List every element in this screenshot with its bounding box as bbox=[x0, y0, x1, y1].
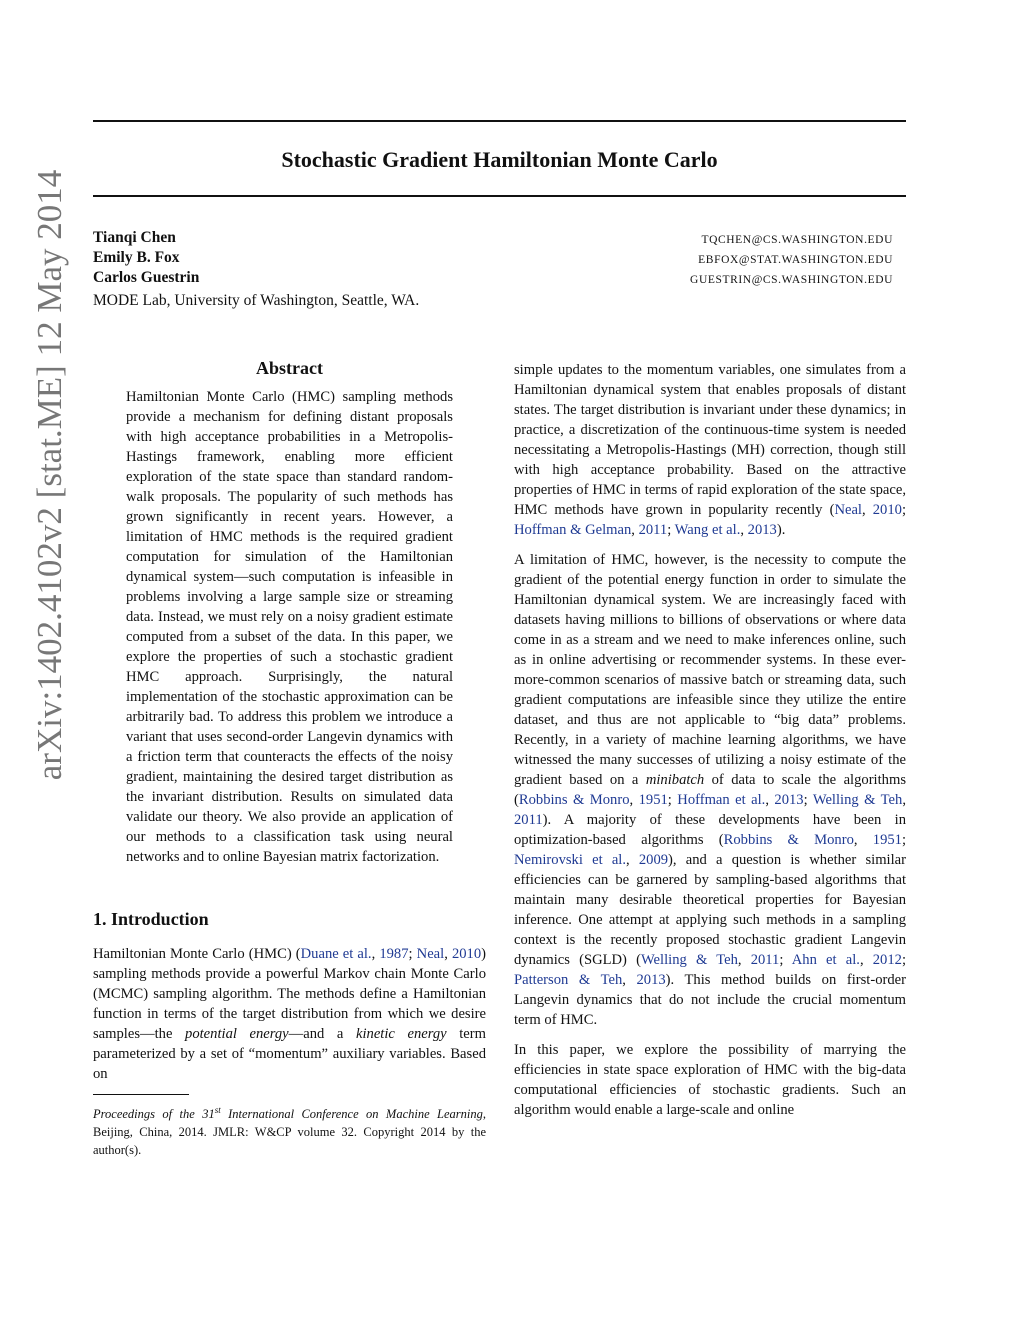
right-column bbox=[514, 360, 906, 1130]
citation-link[interactable]: 2011 bbox=[750, 952, 780, 968]
citation-link[interactable]: 2013 bbox=[747, 522, 777, 538]
citation-link[interactable]: 2013 bbox=[774, 792, 804, 808]
citation-link[interactable]: Welling & Teh bbox=[640, 952, 738, 968]
author-email: TQCHEN@CS.WASHINGTON.EDU bbox=[701, 234, 893, 246]
intro-paragraph: simple updates to the momentum variables, one simulates from a Hamiltonian dynamical system that enables proposals of distant states. The target distribution is invariant under these dynamics; in practice, a discretization of the continuous-time system is needed necessitating a Metropolis-Hastings (MH) correction, though still with high acceptance probability. Based on the attractive properties of HMC in terms of rapid exploration of the state space, HMC methods have grown in popularity recently (Neal, 2010; Hoffman & Gelman, 2011; Wang et al., 2013). bbox=[514, 362, 906, 538]
citation-link[interactable]: Patterson & Teh bbox=[514, 972, 623, 988]
affiliation: MODE Lab, University of Washington, Seattle, WA. bbox=[93, 292, 420, 309]
citation-link[interactable]: 2013 bbox=[636, 972, 666, 988]
citation-link[interactable]: 2009 bbox=[638, 852, 669, 868]
intro-paragraph: Hamiltonian Monte Carlo (HMC) (Duane et al., 1987; Neal, 2010) sampling methods provide a powerful Markov chain Monte Carlo (MCMC) sampling algorithm. The methods define a Hamiltonian function in terms of the target distribution from which we desire samples—the potential energy—and a kinetic energy term parameterized by a set of “momentum” auxiliary variables. Based on bbox=[93, 946, 487, 1082]
author-name: Tianqi Chen bbox=[93, 229, 176, 246]
abstract-heading: Abstract bbox=[256, 358, 323, 378]
paper-title: Stochastic Gradient Hamiltonian Monte Carlo bbox=[281, 147, 718, 172]
citation-link[interactable]: 2010 bbox=[872, 502, 902, 518]
citation-link[interactable]: 2011 bbox=[638, 522, 668, 538]
citation-link[interactable]: Neal bbox=[416, 946, 445, 962]
citation-link[interactable]: Wang et al. bbox=[674, 522, 741, 538]
citation-link[interactable]: 1987 bbox=[379, 946, 409, 962]
citation-link[interactable]: 2010 bbox=[451, 946, 482, 962]
intro-paragraph: A limitation of HMC, however, is the necessity to compute the gradient of the potential energy function in order to simulate the Hamiltonian dynamical system. We are increasingly faced with datasets having millions to billions of observations or where data come in as a stream and we need to make inferences online, such as in online advertising or recommender systems. In these ever-more-common scenarios of massive batch or streaming data, such gradient computations are infeasible since they utilize the entire dataset, and thus are not applicable to “big data” problems. Recently, in a variety of machine learning algorithms, we have witnessed the many successes of utilizing a noisy estimate of the gradient based on a minibatch of data to scale the algorithms (Robbins & Monro, 1951; Hoffman et al., 2013; Welling & Teh, 2011). A majority of these developments have been in optimization-based algorithms (Robbins & Monro, 1951; Nemirovski et al., 2009), and a question is whether similar efficiencies can be garnered by sampling-based algorithms that maintain many desirable theoretical properties for Bayesian inference. One attempt at applying such methods in a sampling context is the recently proposed stochastic gradient Langevin dynamics (SGLD) (Welling & Teh, 2011; Ahn et al., 2012; Patterson & Teh, 2013). This method builds on first-order Langevin dynamics that do not include the crucial momentum term of HMC. bbox=[514, 552, 907, 1028]
author-name: Emily B. Fox bbox=[93, 249, 180, 266]
citation-link[interactable]: 1951 bbox=[638, 792, 668, 808]
abstract-text: Hamiltonian Monte Carlo (HMC) sampling methods provide a mechanism for defining distant proposals with high acceptance probabilities in a Metropolis-Hastings framework, enabling more efficient exploration of the state space than standard random-walk proposals. The popularity of such methods has grown significantly in recent years. However, a limitation of HMC methods is the required gradient computation for simulation of the Hamiltonian dynamical system—such computation is infeasible in problems involving a large sample size or streaming data. Instead, we must rely on a noisy gradient estimate computed from a subset of the data. In this paper, we explore the properties of such a stochastic gradient HMC approach. Surprisingly, the natural implementation of the stochastic approximation can be arbitrarily bad. To address this problem we introduce a variant that uses second-order Langevin dynamics with a friction term that counteracts the effects of the noisy gradient, maintaining the desired target distribution as the invariant distribution. Results on simulated data validate our theory. We also provide an application of our methods to a classification task using neural networks and to online Bayesian matrix factorization. bbox=[126, 389, 453, 865]
author-email: EBFOX@STAT.WASHINGTON.EDU bbox=[698, 254, 893, 266]
citation-link[interactable]: Hoffman & Gelman bbox=[514, 522, 632, 538]
left-column bbox=[93, 358, 486, 1159]
citation-link[interactable]: Ahn et al. bbox=[791, 952, 860, 968]
arxiv-identifier: arXiv:1402.4102v2 [stat.ME] 12 May 2014 bbox=[30, 169, 69, 781]
citation-link[interactable]: Robbins & Monro bbox=[518, 792, 630, 808]
citation-link[interactable]: Duane et al. bbox=[300, 946, 372, 962]
section-heading: 1. Introduction bbox=[93, 909, 209, 929]
citation-link[interactable]: Neal bbox=[834, 502, 862, 518]
title-rule-top bbox=[93, 120, 906, 122]
citation-link[interactable]: Welling & Teh bbox=[812, 792, 903, 808]
citation-link[interactable]: Hoffman et al. bbox=[677, 792, 766, 808]
intro-paragraph: In this paper, we explore the possibility of marrying the efficiencies in state space exploration of HMC with the big-data computational efficiencies of stochastic gradients. Such an algorithm would enable a large-scale and online bbox=[514, 1042, 906, 1118]
author-name: Carlos Guestrin bbox=[93, 269, 200, 286]
citation-link[interactable]: 2011 bbox=[514, 812, 543, 828]
title-rule-bottom bbox=[93, 195, 906, 197]
citation-link[interactable]: Robbins & Monro bbox=[723, 832, 854, 848]
citation-link[interactable]: 2012 bbox=[872, 952, 902, 968]
citation-link[interactable]: 1951 bbox=[872, 832, 902, 848]
author-email: GUESTRIN@CS.WASHINGTON.EDU bbox=[690, 274, 893, 286]
footnote-rule bbox=[93, 1094, 189, 1095]
footnote: Proceedings of the 31st International Conference on Machine Learning, Beijing, China, 2014. JMLR: W&CP volume 32. Copyright 2014 by the author(s). bbox=[93, 1105, 486, 1158]
citation-link[interactable]: Nemirovski et al. bbox=[514, 852, 627, 868]
